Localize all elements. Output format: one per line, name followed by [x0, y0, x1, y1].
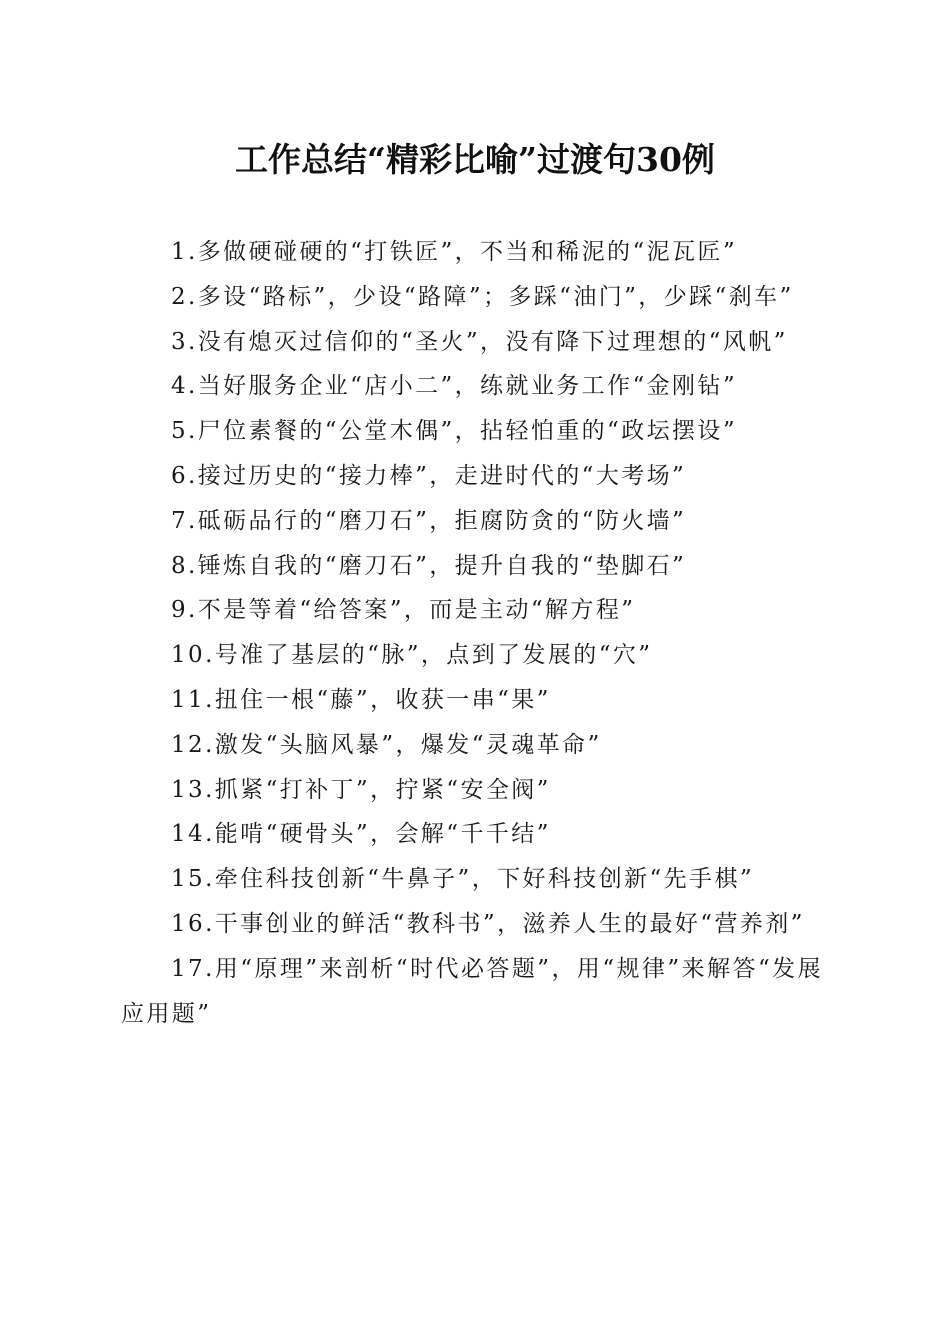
list-item: 9.不是等着“给答案”，而是主动“解方程”: [171, 597, 636, 624]
document-body: [121, 230, 823, 1036]
list-item: 10.号准了基层的“脉”，点到了发展的“穴”: [171, 642, 653, 669]
list-item: 1.多做硬碰硬的“打铁匠”，不当和稀泥的“泥瓦匠”: [171, 239, 737, 265]
list-item: 2.多设“路标”，少设“路障”；多踩“油门”，少踩“刹车”: [171, 283, 794, 310]
list-item: 16.干事创业的鲜活“教科书”，滋养人生的最好“营养剂”: [171, 910, 805, 937]
list-item: 5.尸位素餐的“公堂木偶”，拈轻怕重的“政坛摆设”: [171, 418, 737, 445]
list-item: 14.能啃“硬骨头”，会解“千千结”: [171, 821, 551, 848]
list-item: 3.没有熄灭过信仰的“圣火”，没有降下过理想的“风帆”: [171, 328, 788, 355]
list-item: 17.用“原理”来剖析“时代必答题”，用“规律”来解答“发展应用题”: [121, 955, 823, 1027]
list-item: 13.抓紧“打补丁”，拧紧“安全阀”: [171, 776, 551, 803]
list-item: 12.激发“头脑风暴”，爆发“灵魂革命”: [171, 731, 602, 758]
document-title: 工作总结“精彩比喻”过渡句30例: [235, 140, 715, 179]
list-item: 11.扭住一根“藤”，收获一串“果”: [171, 686, 551, 713]
list-item: 4.当好服务企业“店小二”，练就业务工作“金刚钻”: [171, 373, 737, 400]
list-item: 7.砥砺品行的“磨刀石”，拒腐防贪的“防火墙”: [171, 507, 687, 534]
list-item: 8.锤炼自我的“磨刀石”，提升自我的“垫脚石”: [171, 552, 687, 579]
list-item: 15.牵住科技创新“牛鼻子”，下好科技创新“先手棋”: [171, 866, 755, 893]
list-item: 6.接过历史的“接力棒”，走进时代的“大考场”: [171, 462, 687, 489]
